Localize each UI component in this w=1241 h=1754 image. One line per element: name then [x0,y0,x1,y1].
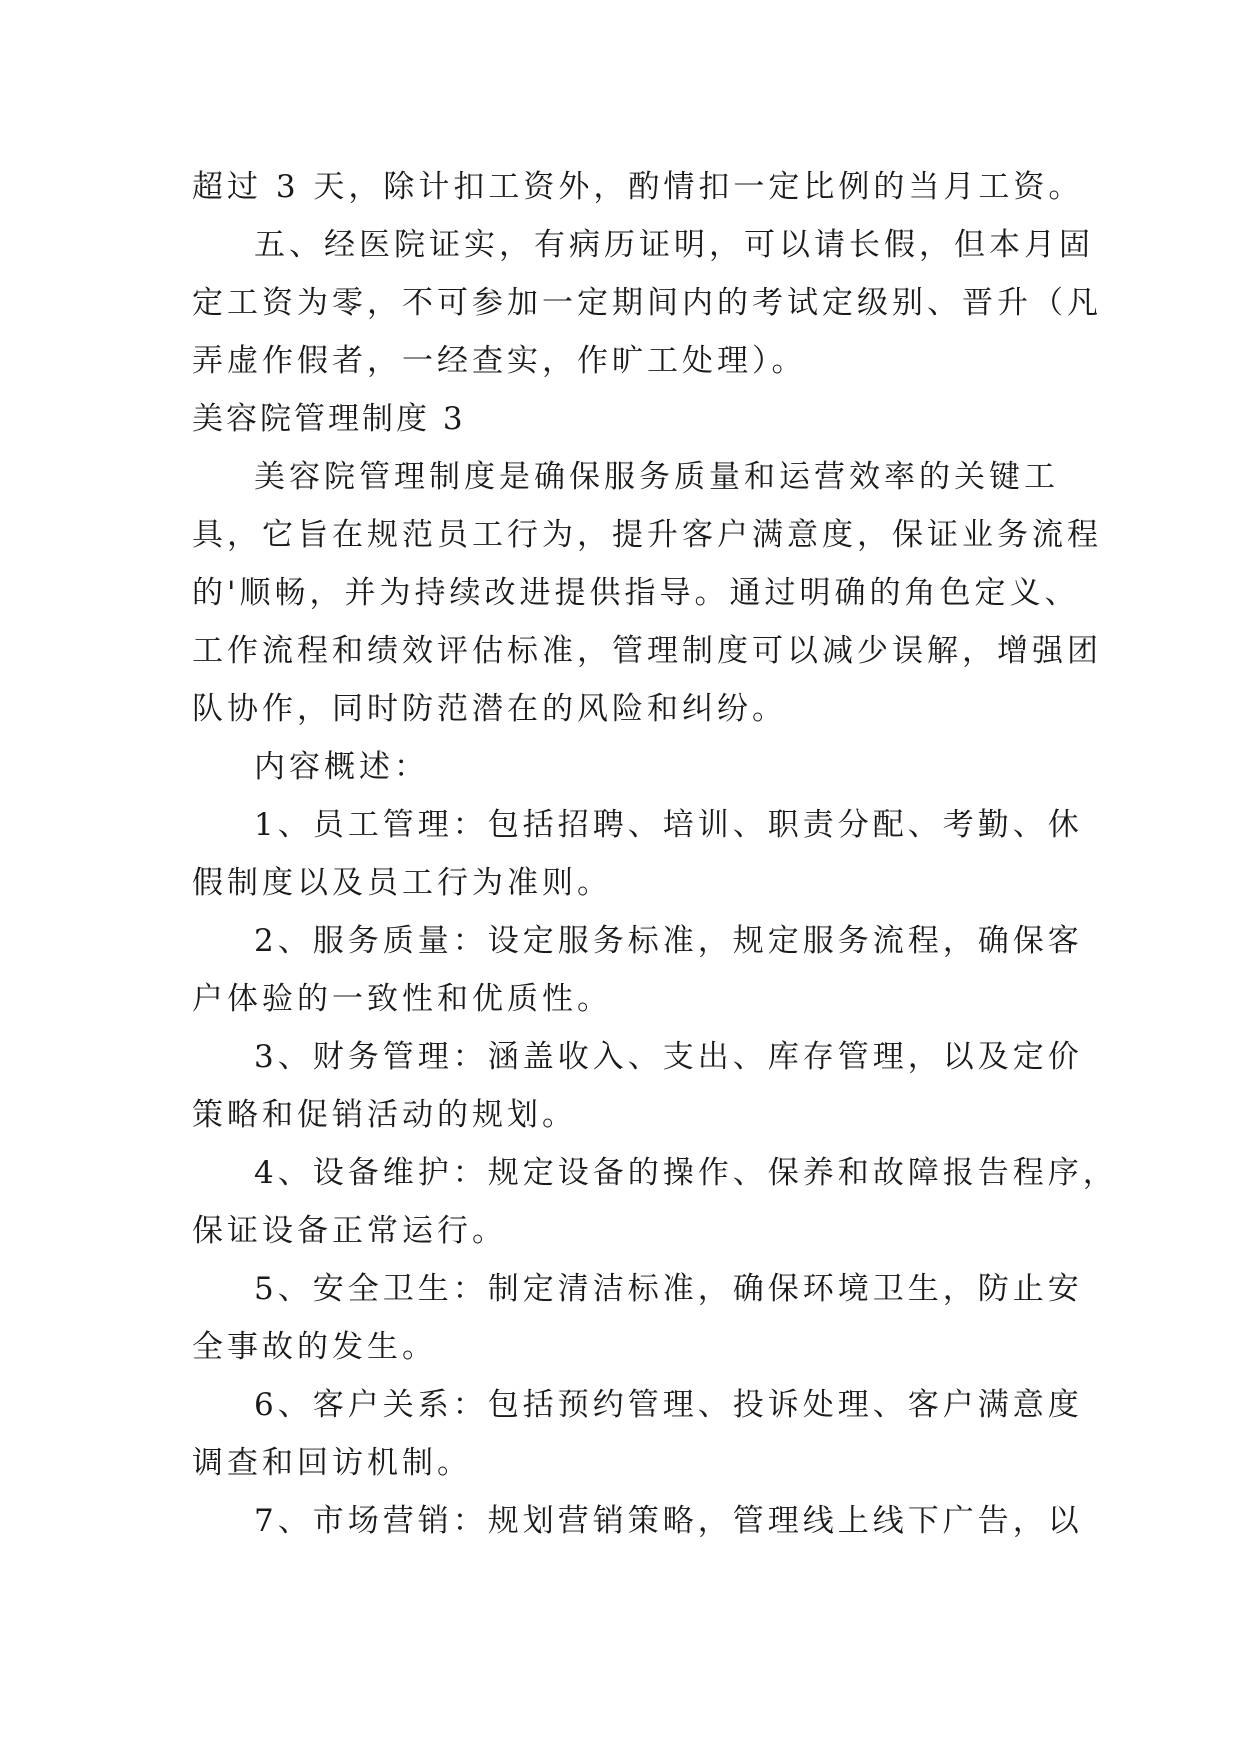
line-text: 全事故的发生。 [192,1329,437,1365]
text-line-7 [0,506,1241,564]
text-line-3 [0,274,1241,332]
line-text: 6、客户关系：包括预约管理、投诉处理、客户满意度 [254,1387,1083,1423]
line-text: 具，它旨在规范员工行为，提升客户满意度，保证业务流程 [192,517,1102,553]
text-line-2 [0,216,1241,274]
line-text: 策略和促销活动的规划。 [192,1097,577,1133]
text-line-18 [0,1144,1241,1202]
line-text: 5、安全卫生：制定清洁标准，确保环境卫生，防止安 [254,1271,1083,1307]
line-text: 假制度以及员工行为准则。 [192,865,612,901]
line-text: 超过 3 天，除计扣工资外，酌情扣一定比例的当月工资。 [192,169,1084,205]
text-line-11 [0,738,1241,796]
line-text: 户体验的一致性和优质性。 [192,981,612,1017]
text-line-20 [0,1260,1241,1318]
text-line-23 [0,1434,1241,1492]
section-heading [0,390,1241,448]
line-text: 定工资为零，不可参加一定期间内的考试定级别、晋升（凡 [192,285,1102,321]
text-line-8 [0,564,1241,622]
text-line-9 [0,622,1241,680]
text-line-13 [0,854,1241,912]
text-line-22 [0,1376,1241,1434]
line-text: 2、服务质量：设定服务标准，规定服务流程，确保客 [254,923,1083,959]
text-line-19 [0,1202,1241,1260]
line-text: 的'顺畅，并为持续改进提供指导。通过明确的角色定义、 [192,575,1080,611]
text-line-14 [0,912,1241,970]
line-text: 队协作，同时防范潜在的风险和纠纷。 [192,691,787,727]
line-text: 美容院管理制度是确保服务质量和运营效率的关键工 [254,459,1059,495]
line-text: 4、设备维护：规定设备的操作、保养和故障报告程序， [254,1155,1118,1191]
text-line-17 [0,1086,1241,1144]
line-text: 工作流程和绩效评估标准，管理制度可以减少误解，增强团 [192,633,1102,669]
text-line-16 [0,1028,1241,1086]
text-line-4 [0,332,1241,390]
line-text: 3、财务管理：涵盖收入、支出、库存管理，以及定价 [254,1039,1083,1075]
text-line-6 [0,448,1241,506]
text-line-21 [0,1318,1241,1376]
line-text: 调查和回访机制。 [192,1445,472,1481]
line-text: 五、经医院证实，有病历证明，可以请长假，但本月固 [254,227,1094,263]
line-text: 7、市场营销：规划营销策略，管理线上线下广告，以 [254,1503,1083,1539]
line-text: 弄虚作假者，一经查实，作旷工处理）。 [192,343,807,379]
text-line-24 [0,1492,1241,1550]
text-line-10 [0,680,1241,738]
text-line-12 [0,796,1241,854]
line-text: 保证设备正常运行。 [192,1213,507,1249]
heading-text: 美容院管理制度 3 [192,401,466,437]
line-text: 1、员工管理：包括招聘、培训、职责分配、考勤、休 [254,807,1083,843]
text-line-15 [0,970,1241,1028]
text-line-1 [0,158,1241,216]
line-text: 内容概述： [254,749,429,785]
